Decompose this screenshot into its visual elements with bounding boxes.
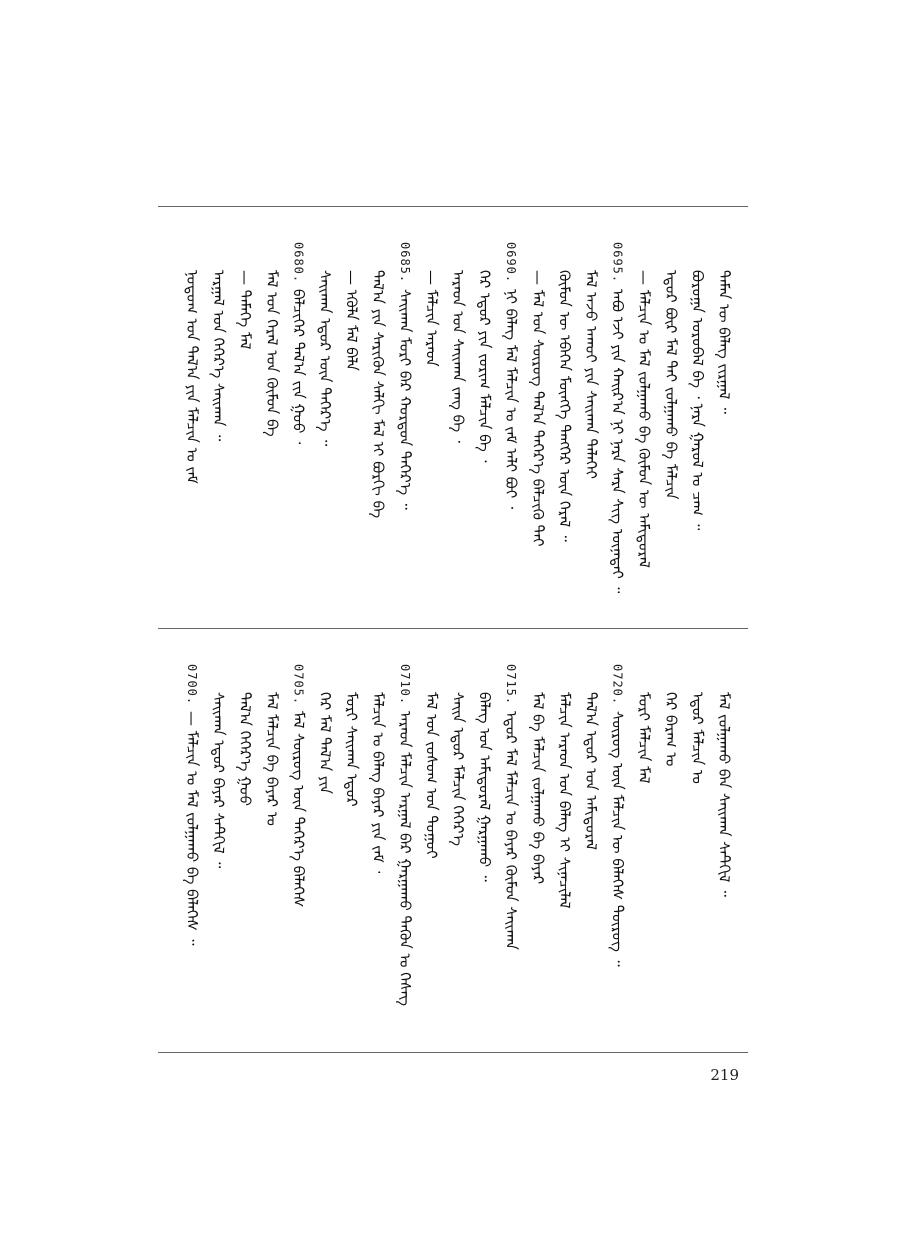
script-line: ᠰᠦᠷᠦᠭ ᠦᠨ ᠮᠠᠯᠴᠢᠨ ᠦ ᠪᠡᠯᠡᠭᠡᠰ ᠲᠦᠷᠦᠭ ᠃ [608,711,627,967]
entry-number: 0720. [610,664,625,706]
text-column [446,692,470,846]
text-column [579,270,603,479]
text-column [233,270,257,349]
text-column [606,242,630,593]
text-column [499,242,523,509]
script-line: ᠮᠣᠷᠢ ᠮᠠᠯᠴᠢᠨ ᠮᠠᠯ [635,692,654,784]
script-line: ᠠᠪᠤ ᠡᠵᠢ ᠶᠢᠨ ᠬᠠᠢᠷ᠎ᠠ ᠨᠢ ᠨᠠᠷᠠ ᠰᠠᠷᠠ ᠰᠢᠭ ᠦᠨᠡᠲᠡᠢ ᠃ [608,289,627,594]
script-line: ᠮᠠᠯᠴᠢᠨ ᠠᠷᠠᠳ ᠤᠨ ᠪᠡᠯᠡᠭ ᠢ ᠰᠢᠨᠡᠴᠢᠯᠡᠯ [555,692,574,909]
script-line: ᠪᠡᠯᠡᠭ ᠤᠨ ᠠᠮᠢᠳᠤᠷᠠᠯ ᠭᠠᠷᠭᠠᠬᠤ ᠃ [475,692,494,882]
entry-number: 0690. [504,242,519,284]
entry-number: 0695. [610,242,625,284]
script-line: ᠮᠠᠯ ᠰᠦᠷᠦᠭ ᠦᠨ ᠳᠡᠭᠡᠷ᠎ᠡ ᠪᠡᠯᠡᠭᠡᠰ [289,711,308,908]
script-line: ᠲᠠᠯ᠎ᠠ ᠶᠢᠨ ᠰᠡᠷᠢᠭᠦᠨ ᠰᠠᠯᠬᠢ ᠮᠠᠯ ᠢ ᠪᠤᠷᠭᠢ ᠪᠠ [369,270,388,519]
script-line: ᠪᠣᠷᠣᠭᠠ ᠣᠷᠣᠪᠠᠯ ᠪᠠ ᠂ ᠨᠠᠷᠠ ᠭᠠᠷᠤᠯ ᠤ ᠴᠠᠭ ᠃ [688,270,707,531]
script-line: — ᠮᠠᠯᠴᠢᠨ ᠤ ᠮᠠᠯ ᠵᠤᠯᠭᠠᠬᠤ ᠪᠠ ᠬᠦᠮᠦᠨ ᠦ ᠠᠮᠢᠳᠤᠷᠠᠯ [635,270,654,568]
script-line: ᠭᠡᠷ ᠮᠠᠯ ᠲᠠᠯ᠎ᠠ ᠶᠢᠨ [316,692,334,795]
script-line: ᠮᠣᠷᠢ ᠰᠠᠢᠬᠠᠨ ᠡᠳᠦᠷ [342,692,361,807]
text-column [180,270,204,484]
text-column [473,270,497,463]
text-column [552,692,576,909]
script-line: ᠮᠠᠯ ᠤᠨ ᠭᠡᠷᠡᠯ ᠤᠨ ᠬᠦᠮᠦᠨ ᠪᠠ [262,270,281,437]
text-column [260,270,284,437]
text-column [393,242,417,510]
script-line: ᠠᠷᠠᠳ ᠮᠠᠯᠴᠢᠨ ᠠᠷᠭᠠᠯ ᠪᠠᠷ ᠭᠠᠷᠭᠠᠬᠤ ᠲᠡᠭᠦᠨ ᠤ ᠬᠡᠰᠡᠭ [395,711,414,1007]
text-column [180,664,204,946]
script-line: ᠠᠷᠠᠳ ᠤᠨ ᠰᠠᠢᠬᠠᠨ ᠵᠠᠩ ᠪᠠ ᠂ [449,270,467,443]
text-column [286,664,310,908]
text-column [207,692,231,868]
script-line: ᠨᠢ ᠪᠡᠯᠡᠭ ᠮᠠᠯ ᠮᠠᠯᠴᠢᠨ ᠤ ᠵᠠᠮ ᠠᠯᠢ ᠪᠤᠢ ᠂ [502,289,521,510]
page-number: 219 [710,1066,739,1084]
script-line: ᠮᠠᠯ ᠠᠵᠤ ᠠᠬᠤᠢ ᠶᠢᠨ ᠰᠠᠢᠬᠠᠨ ᠳᠡᠯᠡᠭᠡᠢ [582,270,600,479]
text-column [419,270,443,367]
script-line: ᠰᠠᠢᠬᠠᠨ ᠮᠣᠷᠢ ᠪᠠᠷ ᠬᠤᠷᠳᠤᠨ ᠳᠡᠭᠡᠷ᠎ᠡ ᠃ [395,289,414,510]
script-line: — ᠡᠭᠦᠯᠡ ᠮᠠᠯ ᠪᠠᠯᠠ [342,270,361,371]
text-column [207,270,231,441]
script-line: ᠮᠠᠯ ᠤᠨ ᠵᠣᠰᠤᠭ ᠤᠨ ᠳᠤᠭᠤᠢ [422,692,441,859]
text-column [606,664,630,967]
entry-number: 0705. [291,664,306,706]
script-line: ᠬᠡᠷ ᠡᠳᠦᠷ ᠶᠢᠨ ᠵᠣᠷᠢᠭ ᠮᠠᠯᠴᠢᠨ ᠪᠠ ᠂ [475,270,494,463]
script-line: ᠮᠠᠯ ᠪᠠ ᠮᠠᠯᠴᠢᠨ ᠵᠤᠯᠭᠠᠬᠤ ᠪᠠ ᠪᠠᠶᠠᠷ [528,692,547,885]
script-line: ᠰᠠᠢᠬᠠᠨ ᠡᠳᠦᠷ ᠪᠠᠶᠠᠷ ᠰᠡᠲᠭᠢᠯ ᠃ [209,692,228,869]
script-line: ᠰᠠᠢᠨ ᠡᠳᠦᠷ ᠮᠠᠯᠴᠢᠨ ᠬᠡᠭᠡᠷ᠎ᠡ [449,692,467,846]
text-column [712,692,736,897]
text-column [659,270,683,500]
script-line: ᠭᠡᠷ ᠪᠠᠷᠠᠭ ᠤ [661,692,680,767]
text-column [473,692,497,882]
script-line: ᠪᠡᠯᠴᠢᠭᠡᠷ ᠲᠠᠯ᠎ᠠ ᠵᠢᠨ ᠭᠣᠣ ᠂ [289,289,308,445]
text-column [685,270,709,530]
script-line: ᠡᠳᠦᠷ ᠮᠠᠯ ᠮᠠᠯᠴᠢᠨ ᠤ ᠪᠠᠶᠠᠷ ᠬᠦᠮᠦᠨ ᠰᠠᠢᠬᠠᠨ [502,711,521,951]
script-line: ᠰᠠᠢᠬᠠᠨ ᠡᠳᠦᠷ ᠦᠨ ᠳᠡᠭᠡᠷ᠎ᠡ ᠃ [316,270,334,447]
text-column [340,692,364,807]
script-line: ᠲᠠᠯ᠎ᠠ ᠡᠳᠦᠷ ᠤᠨ ᠠᠮᠢᠳᠤᠷᠠᠯ [582,692,600,851]
text-column [685,692,709,784]
text-column [286,242,310,444]
entry-number: 0700. [185,664,199,706]
entry-number: 0680. [291,242,306,284]
text-column [260,692,284,826]
text-column [552,270,576,542]
script-line: ᠮᠠᠯᠴᠢᠨ ᠤ ᠪᠡᠯᠡᠭ ᠪᠠᠶᠠᠷ ᠶᠢᠨ ᠵᠠᠮ ᠂ [369,692,388,874]
text-column [340,270,364,371]
text-column [579,692,603,850]
text-column [632,270,656,568]
script-line: — ᠮᠠᠯ ᠤᠨ ᠰᠦᠷᠦᠭ ᠲᠠᠯ᠎ᠠ ᠳᠡᠭᠡᠷ᠎ᠡ ᠪᠡᠯᠴᠢᠬᠦ ᠲᠠᠢ [528,270,547,547]
script-line: ᠠᠷᠭᠠᠯ ᠤᠨ ᠬᠡᠭᠡᠷ᠎ᠡ ᠰᠠᠢᠬᠠᠨ ᠃ [209,270,228,442]
script-line: ᠲᠠᠯ᠎ᠠ ᠬᠡᠭᠡᠷ᠎ᠡ ᠭᠣᠣ [236,692,255,807]
script-line: — ᠲᠡᠮᠡᠭᠡ ᠮᠠᠯ [236,270,255,350]
script-line: — ᠮᠠᠯᠴᠢᠨ ᠤ ᠮᠠᠯ ᠵᠤᠯᠭᠠᠬᠤ ᠪᠠ ᠪᠡᠯᠡᠭᠡᠰ ᠃ [183,711,201,946]
text-column [313,270,337,446]
text-column [233,692,257,806]
script-line: ᠡᠳᠦᠷ ᠪᠦᠷ ᠮᠠᠯ ᠲᠠᠢ ᠵᠤᠯᠭᠠᠬᠤ ᠪᠠ ᠮᠠᠯᠴᠢᠨ [661,270,680,500]
script-line: ᠮᠠᠯ ᠵᠤᠯᠭᠠᠬᠤ ᠪᠠᠨ ᠰᠠᠢᠬᠠᠨ ᠰᠡᠲᠭᠢᠯ ᠃ [715,692,733,897]
script-line: ᠬᠦᠮᠦᠨ ᠦ ᠡᠪᠡᠭᠡᠨ ᠮᠥᠩᠬᠡ ᠲᠡᠩᠭᠡᠷ ᠦᠨ ᠭᠡᠷᠡᠯ ᠃ [555,270,574,542]
entry-number: 0710. [397,664,412,706]
text-column [313,692,337,794]
bottom-rule [158,1052,748,1053]
text-column [526,692,550,884]
text-column [366,270,390,518]
text-column [712,270,736,414]
script-line: ᠨᠤᠲᠤᠭ ᠤᠨ ᠲᠠᠯ᠎ᠠ ᠶᠢᠨ ᠮᠠᠯᠴᠢᠨ ᠤ ᠵᠠᠮ [183,270,201,484]
text-column [526,270,550,547]
script-line: — ᠮᠠᠯᠴᠢᠨ ᠠᠷᠠᠳ [422,270,441,367]
top-rule [158,206,748,207]
text-column [446,270,470,443]
text-column [659,692,683,766]
entry-number: 0685. [397,242,412,284]
text-column [499,664,523,950]
text-column [419,692,443,859]
script-line: ᠲᠡᠮᠡᠨ ᠦ ᠪᠡᠯᠡᠭ ᠵᠢᠷᠭᠠᠯ ᠃ [715,270,733,414]
middle-rule [158,628,748,629]
script-line: ᠮᠠᠯ ᠮᠠᠯᠴᠢᠨ ᠪᠠ ᠪᠠᠶᠠᠷ ᠤ [262,692,281,826]
text-column [393,664,417,1006]
text-column [366,692,390,873]
script-line: ᠡᠳᠦᠷ ᠮᠠᠯᠴᠢᠨ ᠤ [688,692,707,784]
entry-number: 0715. [504,664,519,706]
text-column [632,692,656,784]
